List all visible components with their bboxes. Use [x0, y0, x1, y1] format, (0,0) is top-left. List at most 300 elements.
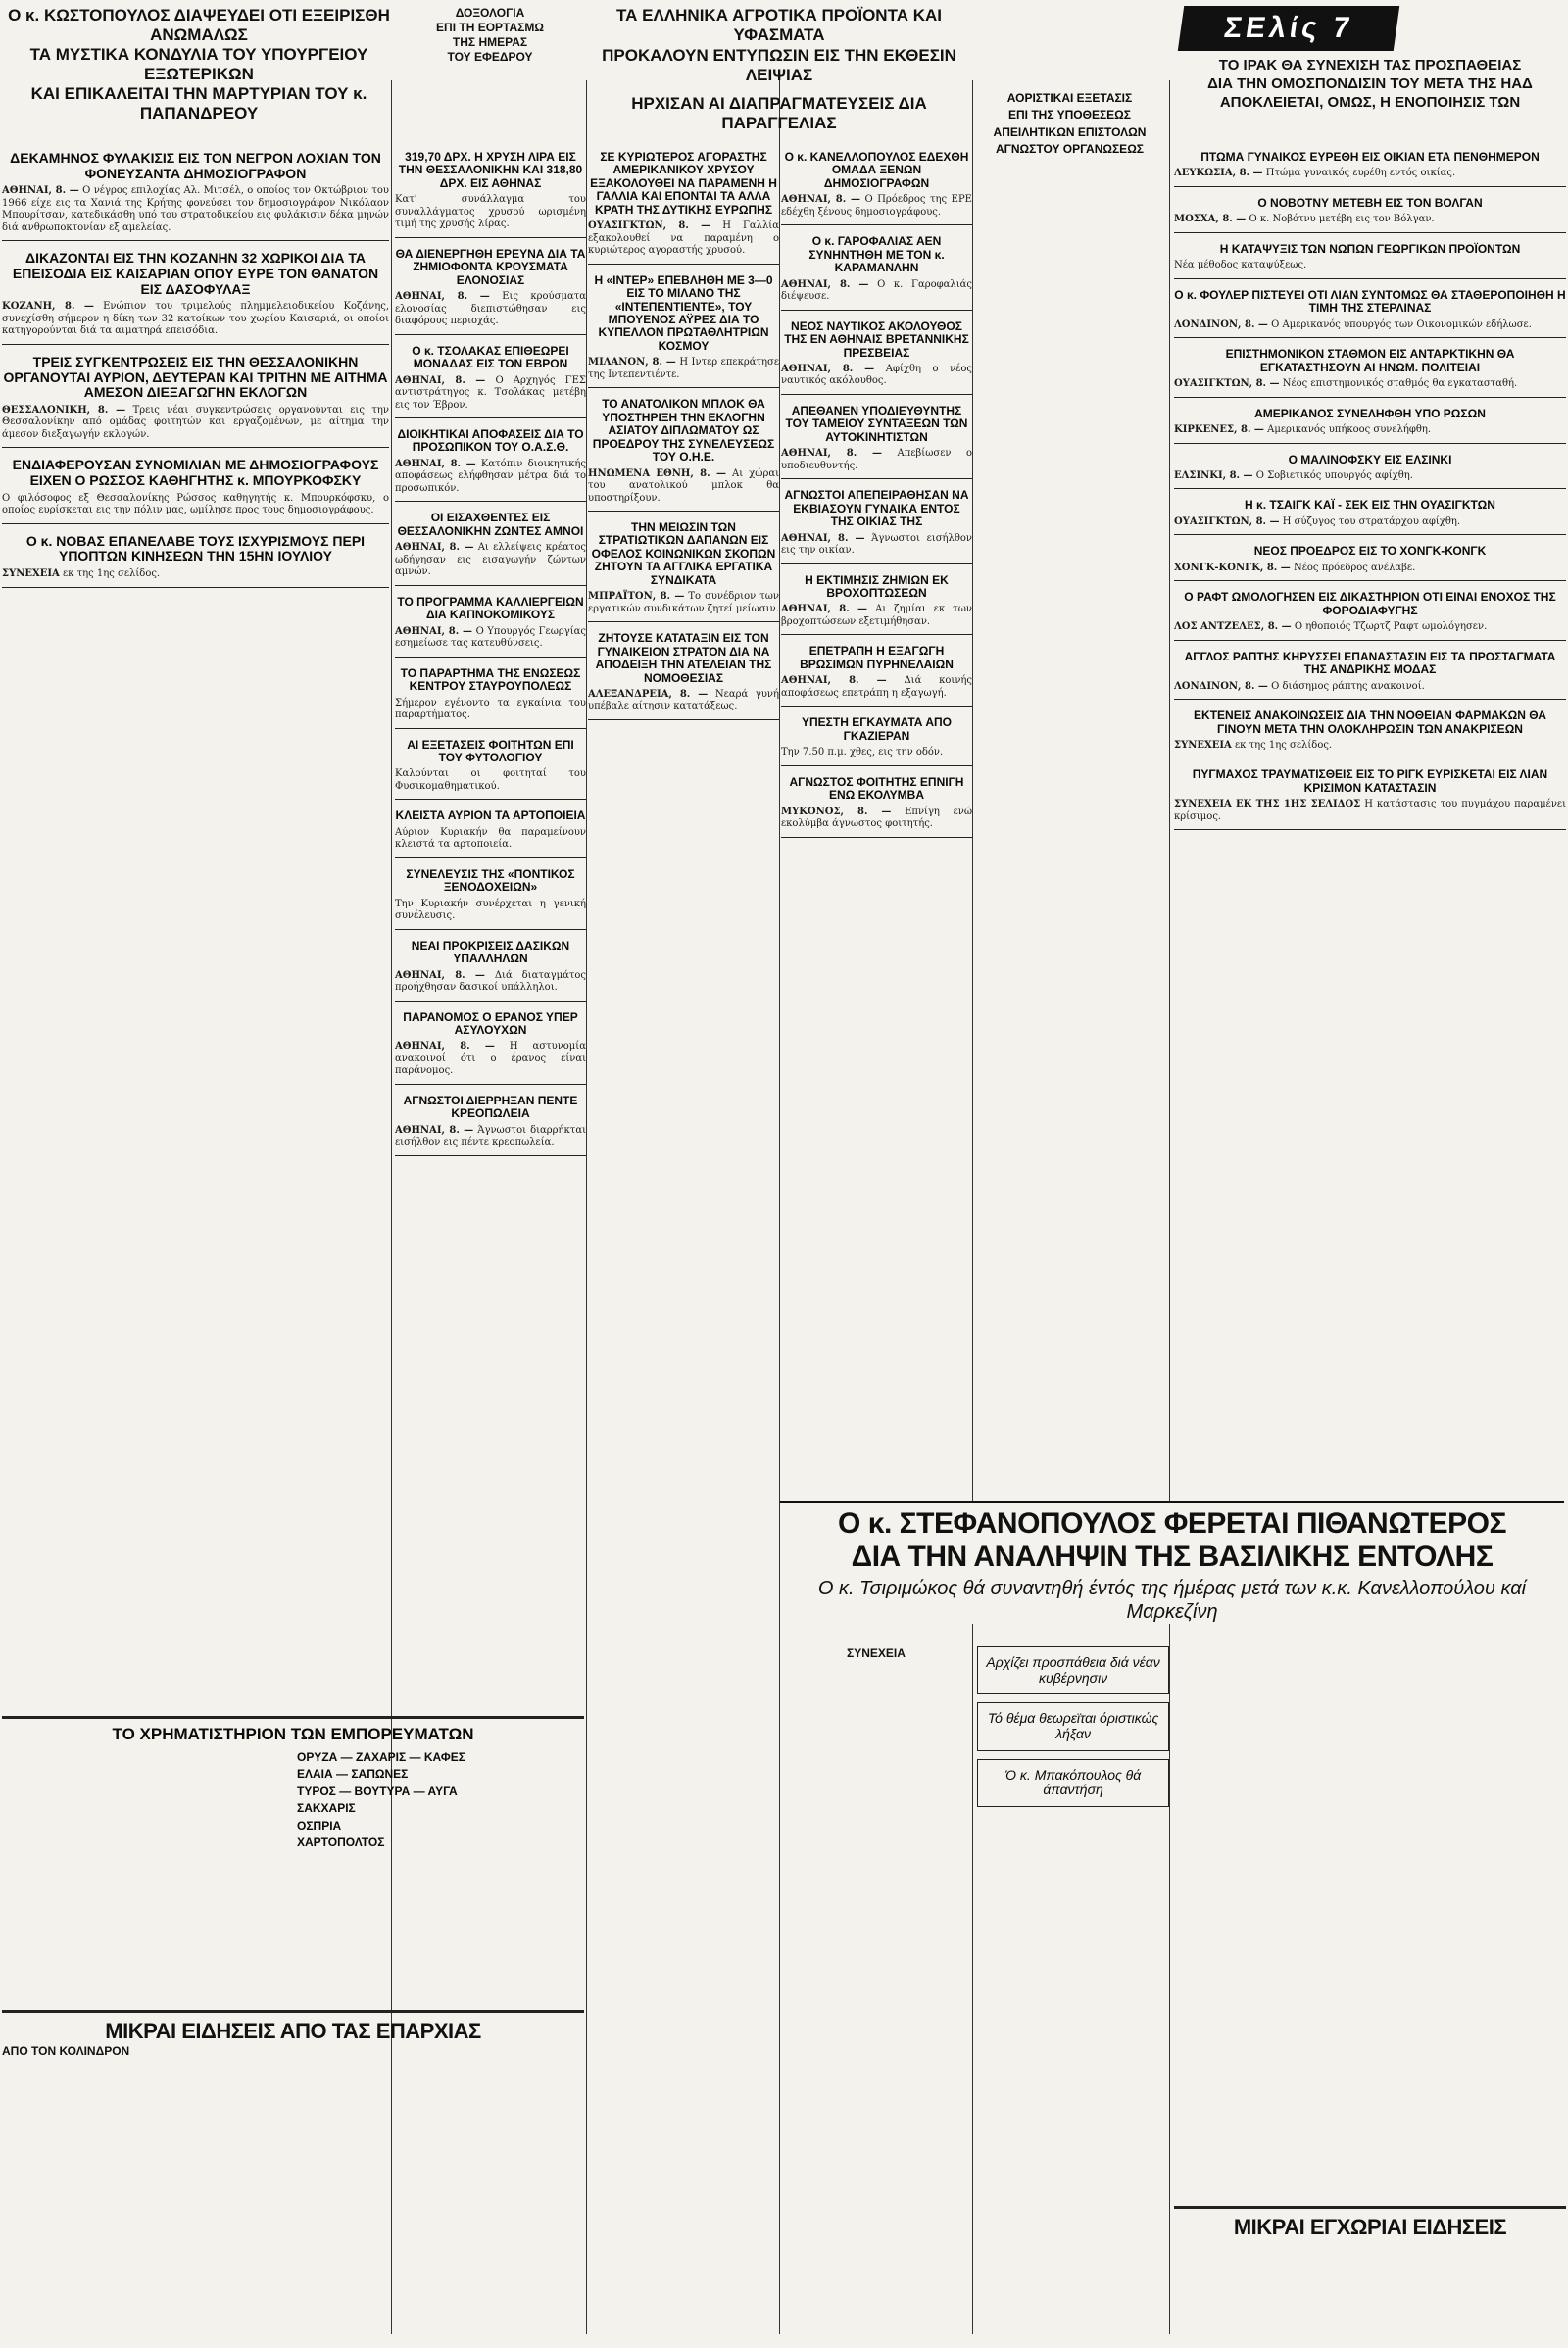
article-headline: ΝΕΟΣ ΝΑΥΤΙΚΟΣ ΑΚΟΛΟΥΘΟΣ ΤΗΣ ΕΝ ΑΘΗΝΑΙΣ ΒΡΕΤΑΝΝΙΚΗΣ ΠΡΕΣΒΕΙΑΣ [784, 318, 969, 360]
article-body [588, 689, 779, 713]
article-text: Καλούνται οι φοιτηταί του Φυσικομαθηματικού. [395, 768, 586, 792]
article-dateline: ΛΟΝΔΙΝΟΝ, 8. — [1174, 680, 1268, 692]
article-text: Ο κ. Νοβότνυ μετέβη εις τον Βόλγαν. [1249, 214, 1435, 225]
article [588, 274, 779, 389]
article-body [1174, 740, 1566, 753]
divider [781, 634, 972, 635]
divider [395, 657, 586, 658]
column-5 [974, 88, 1165, 1499]
article-text: Διά κοινής αποφάσεως επετράπη η εξαγωγή. [781, 675, 972, 699]
article-dateline: ΑΘΗΝΑΙ, 8. — [781, 675, 887, 687]
article-headline: Η κ. ΤΣΑΙΓΚ ΚΑΪ - ΣΕΚ ΕΙΣ ΤΗΝ ΟΥΑΣΙΓΚΤΩΝ [1245, 498, 1495, 513]
article [2, 251, 389, 345]
local-headline: ΜΙΚΡΑΙ ΕΓΧΩΡΙΑΙ ΕΙΔΗΣΕΙΣ [1233, 2215, 1507, 2239]
divider [395, 728, 586, 729]
exchange-item: ΧΑΡΤΟΠΟΛΤΟΣ [297, 1835, 385, 1850]
continuation-label: ΣΥΝΕΧΕΙΑ [847, 1646, 906, 1660]
exchange-item: ΤΥΡΟΣ — ΒΟΥΤΥΡΑ — ΑΥΓΑ [297, 1784, 458, 1798]
headline-line: ΕΠΙ ΤΗΣ ΥΠΟΘΕΣΕΩΣ [1007, 108, 1132, 122]
side-box [977, 1646, 1169, 1694]
divider [395, 585, 586, 586]
article [2, 534, 389, 588]
article-headline: ΑΓΝΩΣΤΟΙ ΑΠΕΠΕΙΡΑΘΗΣΑΝ ΝΑ ΕΚΒΙΑΣΟΥΝ ΓΥΝΑΙΚΑ ΕΝΤΟΣ ΤΗΣ ΟΙΚΙΑΣ ΤΗΣ [784, 488, 969, 529]
article-headline: Ο κ. ΤΣΟΛΑΚΑΣ ΕΠΙΘΕΩΡΕΙ ΜΟΝΑΔΑΣ ΕΙΣ ΤΟΝ ΕΒΡΟΝ [412, 343, 569, 371]
headline-line: ΤΑ ΜΥΣΤΙΚΑ ΚΟΝΔΥΛΙΑ ΤΟΥ ΥΠΟΥΡΓΕΙΟΥ ΕΞΩΤΕΡΙΚΩΝ [29, 45, 368, 84]
article-headline: Η «ΙΝΤΕΡ» ΕΠΕΒΛΗΘΗ ΜΕ 3—0 ΕΙΣ ΤΟ ΜΙΛΑΝΟ ΤΗΣ «ΙΝΤΕΠΕΝΤΙΕΝΤΕ», ΤΟΥ ΜΠΟΥΕΝΟΣ ΑΫΡΕΣ ΔΙΑ ΤΟ ΚΥΠΕΛΛΟΝ ΠΡΩΤΑΘΛΗΤΡΙΩΝ ΚΟΣΜΟΥ [594, 272, 773, 353]
article-body [781, 533, 972, 558]
headline-line: ΤΗΣ ΗΜΕΡΑΣ [452, 35, 528, 49]
article-dateline: ΑΘΗΝΑΙ, 8. — [395, 458, 476, 469]
article-text: Αύριον Κυριακήν θα παραμείνουν κλειστά τα αρτοποιεία. [395, 826, 586, 851]
article-body [1174, 319, 1566, 332]
provincial-headline: ΜΙΚΡΑΙ ΕΙΔΗΣΕΙΣ ΑΠΟ ΤΑΣ ΕΠΑΡΧΙΑΣ [105, 2019, 481, 2043]
divider [1174, 232, 1566, 233]
article-text: Η Γαλλία εξακολουθεί να παραμένη ο κυριώτερος αγοραστής χρυσού. [588, 220, 779, 257]
article-dateline: ΜΥΚΟΝΟΣ, 8. — [781, 806, 892, 817]
article-dateline: ΑΘΗΝΑΙ, 8. — [395, 374, 486, 386]
article-text: Ο Αμερικανός υπουργός των Οικονομικών εδήλωσε. [1271, 318, 1532, 330]
article-dateline: ΟΥΑΣΙΓΚΤΩΝ, 8. — [588, 220, 711, 232]
article-text: Επνίγη ενώ εκολύμβα άγνωστος φοιτητής. [781, 806, 972, 830]
article-body [1174, 214, 1566, 226]
headline-line: Ο κ. ΚΩΣΤΟΠΟΥΛΟΣ ΔΙΑΨΕΥΔΕΙ ΟΤΙ ΕΞΕΙΡΙΣΘΗ ΑΝΩΜΑΛΩΣ [8, 6, 390, 45]
article [781, 320, 972, 395]
article-body [1174, 563, 1566, 575]
article-dateline: ΑΘΗΝΑΙ, 8. — [395, 625, 473, 637]
article-text: Κατόπιν διοικητικής αποφάσεως ελήφθησαν μέτρα διά το προσωπικόν. [395, 458, 586, 494]
article-headline: ΑΓΝΩΣΤΟΣ ΦΟΙΤΗΤΗΣ ΕΠΝΙΓΗ ΕΝΩ ΕΚΟΛΥΜΒΑ [789, 774, 964, 803]
divider [2, 523, 389, 524]
article [395, 868, 586, 930]
divider [1174, 397, 1566, 398]
article [395, 739, 586, 801]
provincial-news [2, 2004, 584, 2062]
article [588, 521, 779, 622]
article-body [1174, 260, 1566, 272]
article-headline: ΑΙ ΕΞΕΤΑΣΕΙΣ ΦΟΙΤΗΤΩΝ ΕΠΙ ΤΟΥ ΦΥΤΟΛΟΓΙΟΥ [407, 737, 574, 764]
article-text: Η αστυνομία ανακοινοί ότι ο έρανος είναι παράνομος. [395, 1041, 586, 1077]
divider [781, 706, 972, 707]
article-text: Το συνέδριον των εργατικών συνδικάτων ζητεί μείωσιν. [588, 591, 779, 614]
article-text: Νέος πρόεδρος ανέλαβε. [1293, 562, 1416, 573]
headline-line: ΤΑ ΕΛΛΗΝΙΚΑ ΑΓΡΟΤΙΚΑ ΠΡΟΪΟΝΤΑ ΚΑΙ ΥΦΑΣΜΑΤΑ [616, 6, 942, 45]
divider [588, 387, 779, 388]
article [1174, 651, 1566, 700]
article [1174, 545, 1566, 581]
article [1174, 151, 1566, 187]
divider [1174, 186, 1566, 187]
lead-headline: Ο κ. ΣΤΕΦΑΝΟΠΟΥΛΟΣ ΦΕΡΕΤΑΙ ΠΙΘΑΝΩΤΕΡΟΣ [838, 1507, 1506, 1540]
article-body [781, 747, 972, 759]
article [1174, 591, 1566, 640]
article-body [781, 448, 972, 472]
article-body [395, 970, 586, 995]
article-dateline: ΑΘΗΝΑΙ, 8. — [781, 363, 875, 374]
divider [781, 310, 972, 311]
article [395, 248, 586, 335]
article-dateline: ΑΛΕΞΑΝΔΡΕΙΑ, 8. — [588, 688, 709, 700]
article-body [395, 459, 586, 496]
article-body [781, 279, 972, 304]
divider [781, 224, 972, 225]
headline-line: ΕΠΙ ΤΗ ΕΟΡΤΑΣΜΩ [436, 21, 544, 34]
article-dateline: ΜΟΣΧΑ, 8. — [1174, 214, 1247, 225]
divider [2, 2010, 584, 2013]
divider [395, 334, 586, 335]
article-body [395, 899, 586, 923]
article [2, 355, 389, 449]
article-dateline: ΣΥΝΕΧΕΙΑ [1174, 739, 1232, 751]
article-text: Σήμερον εγένοντο τα εγκαίνια του παραρτήματος. [395, 697, 586, 720]
article-text: εκ της 1ης σελίδος. [1234, 739, 1333, 751]
article-body [588, 220, 779, 258]
article-headline: 319,70 ΔΡΧ. Η ΧΡΥΣΗ ΛΙΡΑ ΕΙΣ ΤΗΝ ΘΕΣΣΑΛΟΝΙΚΗΝ ΚΑΙ 318,80 ΔΡΧ. ΕΙΣ ΑΘΗΝΑΣ [398, 150, 583, 190]
article-dateline: ΕΛΣΙΝΚΙ, 8. — [1174, 469, 1253, 481]
article-headline: ΤΟ ΑΝΑΤΟΛΙΚΟΝ ΜΠΛΟΚ ΘΑ ΥΠΟΣΤΗΡΙΞΗ ΤΗΝ ΕΚΛΟΓΗΝ ΑΣΙΑΤΟΥ ΔΙΠΛΩΜΑΤΟΥ ΩΣ ΠΡΟΕΔΡΟΥ ΤΗΣ ΣΥΝΕΛΕΥΣΕΩΣ ΤΟΥ Ο.Η.Ε. [592, 397, 775, 465]
article-dateline: ΛΕΥΚΩΣΙΑ, 8. — [1174, 168, 1263, 179]
article-text: Ο ηθοποιός Τζωρτζ Ραφτ ωμολόγησεν. [1294, 621, 1488, 633]
headline-line: ΑΟΡΙΣΤΙΚΑΙ ΕΞΕΤΑΣΙΣ [1006, 91, 1133, 105]
article-text: Ο φιλόσοφος εξ Θεσσαλονίκης Ρώσσος καθηγητής κ. Μπουρκόφσκυ, ο οποίος ευρίσκεται εις την πόλιν μας, ωμίλησε προς τους δημοσιογράφους. [2, 492, 389, 516]
lead-story-banner [780, 1501, 1564, 1624]
divider [395, 1155, 586, 1156]
lead-subhead: Ο κ. Τσιριμώκος θά συναντηθή έντός της ήμέρας μετά των κ.κ. Κανελλοπούλου καί Μαρκεζίνη [817, 1578, 1527, 1624]
article-headline: ΣΥΝΕΛΕΥΣΙΣ ΤΗΣ «ΠΟΝΤΙΚΟΣ ΞΕΝΟΔΟΧΕΙΩΝ» [406, 866, 575, 895]
top-headline-col1 [8, 6, 390, 123]
side-box [977, 1759, 1169, 1807]
headline-line: ΑΠΟΚΛΕΙΕΤΑΙ, ΟΜΩΣ, Η ΕΝΟΠΟΙΗΣΙΣ ΤΩΝ [1219, 93, 1521, 111]
divider [2, 344, 389, 345]
side-headline: Ό κ. Μπακόπουλος θά άπαντήση [1004, 1766, 1142, 1798]
article-headline: ΤΟ ΠΑΡΑΡΤΗΜΑ ΤΗΣ ΕΝΩΣΕΩΣ ΚΕΝΤΡΟΥ ΣΤΑΥΡΟΥΠΟΛΕΩΣ [400, 665, 581, 694]
article-dateline: ΣΥΝΕΧΕΙΑ ΕΚ ΤΗΣ 1ΗΣ ΣΕΛΙΔΟΣ [1174, 799, 1361, 810]
article [588, 151, 779, 265]
article-body [1174, 799, 1566, 823]
article-body [395, 542, 586, 579]
article-headline: ΕΠΕΤΡΑΠΗ Η ΕΞΑΓΩΓΗ ΒΡΩΣΙΜΩΝ ΠΥΡΗΝΕΛΑΙΩΝ [800, 644, 954, 671]
article-headline: ΔΙΚΑΖΟΝΤΑΙ ΕΙΣ ΤΗΝ ΚΟΖΑΝΗΝ 32 ΧΩΡΙΚΟΙ ΔΙΑ ΤΑ ΕΠΕΙΣΟΔΙΑ ΕΙΣ ΚΑΙΣΑΡΙΑΝ ΟΠΟΥ ΕΥΡΕ ΤΟΝ ΘΑΝΑΤΟΝ ΕΙΣ ΔΑΣΟΦΥΛΑΞ [12, 250, 379, 297]
article-headline: ΤΟ ΠΡΟΓΡΑΜΜΑ ΚΑΛΛΙΕΡΓΕΙΩΝ ΔΙΑ ΚΑΠΝΟΚΟΜΙΚΟΥΣ [397, 594, 584, 622]
article-body [1174, 470, 1566, 483]
article-dateline: ΑΘΗΝΑΙ, 8. — [395, 969, 485, 981]
article-body [395, 768, 586, 793]
article-body [395, 291, 586, 328]
article-dateline: ΑΘΗΝΑΙ, 8. — [781, 532, 865, 544]
article [395, 809, 586, 857]
divider [395, 1084, 586, 1085]
article-text: εκ της 1ης σελίδος. [62, 568, 161, 580]
article-text: Την Κυριακήν συνέρχεται η γενική συνέλευσις. [395, 898, 586, 922]
article-headline: ΕΠΙΣΤΗΜΟΝΙΚΟΝ ΣΤΑΘΜΟΝ ΕΙΣ ΑΝΤΑΡΚΤΙΚΗΝ ΘΑ ΕΓΚΑΤΑΣΤΗΣΟΥΝ ΑΙ ΗΝΩΜ. ΠΟΛΙΤΕΙΑΙ [1225, 347, 1515, 374]
article [1174, 243, 1566, 279]
headline-line: ΤΟΥ ΕΦΕΔΡΟΥ [447, 50, 533, 64]
article-headline: ΖΗΤΟΥΣΕ ΚΑΤΑΤΑΞΙΝ ΕΙΣ ΤΟΝ ΓΥΝΑΙΚΕΙΟΝ ΣΤΡΑΤΟΝ ΔΙΑ ΝΑ ΑΠΟΔΕΙΞΗ ΤΗΝ ΑΤΕΛΕΙΑΝ ΤΗΣ ΝΟΜΟΘΕΣΙΑΣ [595, 631, 772, 685]
divider [781, 765, 972, 766]
column-rule [972, 80, 973, 2334]
column-3 [588, 147, 779, 1499]
article [588, 632, 779, 720]
column-rule [391, 80, 392, 2334]
article-body [781, 807, 972, 831]
side-headline: Τό θέμα θεωρεϊται όριστικώς λήξαν [987, 1710, 1159, 1742]
headline-line: ΚΑΙ ΕΠΙΚΑΛΕΙΤΑΙ ΤΗΝ ΜΑΡΤΥΡΙΑΝ ΤΟΥ κ. ΠΑΠΑΝΔΡΕΟΥ [30, 84, 368, 123]
article-text: Νεαρά γυνή υπέβαλε αίτησιν κατατάξεως. [588, 688, 779, 712]
article [395, 345, 586, 418]
column-rule [1169, 80, 1170, 2334]
article [1174, 197, 1566, 233]
article-dateline: ΑΘΗΝΑΙ, 8. — [781, 278, 869, 290]
article-dateline: ΣΥΝΕΧΕΙΑ [2, 568, 60, 580]
article-body [395, 626, 586, 651]
divider [2, 240, 389, 241]
divider [395, 501, 586, 502]
article-body [395, 194, 586, 231]
article-dateline: ΑΘΗΝΑΙ, 8. — [395, 1124, 474, 1136]
article-dateline: ΗΝΩΜΕΝΑ ΕΘΝΗ, 8. — [588, 467, 726, 479]
top-headline-col6 [1176, 57, 1564, 112]
headline-line: ΤΟ ΙΡΑΚ ΘΑ ΣΥΝΕΧΙΣΗ ΤΑΣ ΠΡΟΣΠΑΘΕΙΑΣ [1218, 57, 1522, 73]
article-body [395, 698, 586, 722]
article-body [1174, 516, 1566, 529]
article-text: Ο Αρχηγός ΓΕΣ αντιστράτηγος κ. Τσολάκας μετέβη εις τον Έβρον. [395, 374, 586, 411]
article-text: Διά διαταγμάτος προήχθησαν δασικοί υπάλληλοι. [395, 969, 586, 994]
divider [781, 394, 972, 395]
article-text: Ο νέγρος επιλοχίας Αλ. Μιτσέλ, ο οποίος τον Οκτώβριον του 1966 είχε εις τα Χανιά της Κρήτης φονεύσει τον δημοσιογράφον Νικόλαον Μπουρίτσαν, κατεδικάσθη υπό του στρατοδικείου εις φυλάκισιν δέκα μηνών διά ανθρωποκτονίαν εξ αμελείας. [2, 185, 389, 233]
headline-line: ΑΠΕΙΛΗΤΙΚΩΝ ΕΠΙΣΤΟΛΩΝ [993, 124, 1147, 139]
article [395, 428, 586, 502]
divider [395, 929, 586, 930]
article-text: Ο Σοβιετικός υπουργός αφίχθη. [1255, 469, 1413, 481]
article-headline: ΠΤΩΜΑ ΓΥΝΑΙΚΟΣ ΕΥΡΕΘΗ ΕΙΣ ΟΙΚΙΑΝ ΕΤΑ ΠΕΝΘΗΜΕΡΟΝ [1200, 150, 1540, 164]
article-headline: ΕΝΔΙΑΦΕΡΟΥΣΑΝ ΣΥΝΟΜΙΛΙΑΝ ΜΕ ΔΗΜΟΣΙΟΓΡΑΦΟΥΣ ΕΙΧΕΝ Ο ΡΩΣΣΟΣ ΚΑΘΗΓΗΤΗΣ κ. ΜΠΟΥΡΚΟΦΣΚΥ [12, 457, 379, 489]
lead-story-body [780, 1646, 1172, 1815]
exchange-headline: ΤΟ ΧΡΗΜΑΤΙΣΤΗΡΙΟΝ ΤΩΝ ΕΜΠΟΡΕΥΜΑΤΩΝ [112, 1725, 474, 1743]
article-body [2, 493, 389, 517]
article-dateline: ΛΟΝΔΙΝΟΝ, 8. — [1174, 318, 1268, 330]
article-headline: Η ΚΑΤΑΨΥΞΙΣ ΤΩΝ ΝΩΠΩΝ ΓΕΩΡΓΙΚΩΝ ΠΡΟΪΟΝΤΩΝ [1219, 241, 1521, 256]
article-headline: Ο ΡΑΦΤ ΩΜΟΛΟΓΗΣΕΝ ΕΙΣ ΔΙΚΑΣΤΗΡΙΟΝ ΟΤΙ ΕΙΝΑΙ ΕΝΟΧΟΣ ΤΗΣ ΦΟΡΟΔΙΑΦΥΓΗΣ [1184, 590, 1556, 617]
lead-headline: ΔΙΑ ΤΗΝ ΑΝΑΛΗΨΙΝ ΤΗΣ ΒΑΣΙΛΙΚΗΣ ΕΝΤΟΛΗΣ [851, 1540, 1494, 1573]
article-text: Απεβίωσεν ο υποδιευθυντής. [781, 448, 972, 471]
lead-column [977, 1646, 1169, 1815]
article [395, 667, 586, 729]
article-body [781, 604, 972, 628]
article-dateline: ΘΕΣΣΑΛΟΝΙΚΗ, 8. — [2, 404, 126, 416]
article-headline: ΘΑ ΔΙΕΝΕΡΓΗΘΗ ΕΡΕΥΝΑ ΔΙΑ ΤΑ ΖΗΜΙΟΦΟΝΤΑ ΚΡΟΥΣΜΑΤΑ ΕΛΟΝΟΣΙΑΣ [395, 246, 586, 287]
article-text: Νέα μέθοδος καταψύξεως. [1174, 260, 1307, 271]
article-headline: Η ΕΚΤΙΜΗΣΙΣ ΖΗΜΙΩΝ ΕΚ ΒΡΟΧΟΠΤΩΣΕΩΝ [805, 572, 949, 600]
headline-line: ΔΙΑ ΤΗΝ ΟΜΟΣΠΟΝΔΙΣΙΝ ΤΟΥ ΜΕΤΑ ΤΗΣ ΗΑΔ [1207, 74, 1533, 92]
exchange-list [297, 1747, 584, 1854]
headline-line: ΔΟΞΟΛΟΓΙΑ [455, 6, 525, 20]
article-headline: ΕΚΤΕΝΕΙΣ ΑΝΑΚΟΙΝΩΣΕΙΣ ΔΙΑ ΤΗΝ ΝΟΘΕΙΑΝ ΦΑΡΜΑΚΩΝ ΘΑ ΓΙΝΟΥΝ ΜΕΤΑ ΤΗΝ ΟΛΟΚΛΗΡΩΣΙΝ ΤΩΝ ΑΝΑΚΡΙΣΕΩΝ [1194, 709, 1546, 736]
exchange-item: ΟΣΠΡΙΑ [297, 1818, 342, 1833]
divider [395, 237, 586, 238]
article [1174, 499, 1566, 535]
article-body [395, 375, 586, 413]
exchange-item: ΣΑΚΧΑΡΙΣ [297, 1801, 356, 1816]
article [781, 489, 972, 563]
article-text: Άγνωστοι εισήλθον εις την οικίαν. [781, 532, 972, 557]
article-dateline: ΜΠΡΑΪΤΟΝ, 8. — [588, 591, 685, 603]
article-dateline: ΑΘΗΝΑΙ, 8. — [781, 604, 868, 615]
divider [2, 447, 389, 448]
divider [588, 511, 779, 512]
article [395, 1011, 586, 1085]
article [1174, 408, 1566, 444]
divider [588, 264, 779, 265]
article-dateline: ΑΘΗΝΑΙ, 8. — [2, 185, 79, 197]
article-dateline: ΟΥΑΣΙΓΚΤΩΝ, 8. — [1174, 515, 1280, 527]
top-headline-mid [588, 6, 970, 133]
divider [1174, 488, 1566, 489]
article [781, 405, 972, 479]
article [395, 151, 586, 238]
divider [781, 837, 972, 838]
article-text: Εις κρούσματα ελονοσίας διεπιστώθησαν εις διαφόρους περιοχάς. [395, 291, 586, 327]
article-headline: ΑΠΕΘΑΝΕΝ ΥΠΟΔΙΕΥΘΥΝΤΗΣ ΤΟΥ ΤΑΜΕΙΟΥ ΣΥΝΤΑΞΕΩΝ ΤΩΝ ΑΥΤΟΚΙΝΗΤΙΣΤΩΝ [785, 403, 968, 444]
article [1174, 709, 1566, 758]
article-dateline: ΛΟΣ ΑΝΤΖΕΛΕΣ, 8. — [1174, 621, 1292, 633]
article [2, 151, 389, 241]
divider [588, 719, 779, 720]
article-body [395, 827, 586, 852]
divider [1174, 337, 1566, 338]
article-body [781, 364, 972, 388]
article-text: Κατ' συνάλλαγμα του συναλλάγματος χρυσού ωρισμένη τιμή της χρυσής λίρας. [395, 194, 586, 230]
article-headline: ΠΥΓΜΑΧΟΣ ΤΡΑΥΜΑΤΙΣΘΕΙΣ ΕΙΣ ΤΟ ΡΙΓΚ ΕΥΡΙΣΚΕΤΑΙ ΕΙΣ ΛΙΑΝ ΚΡΙΣΙΜΟΝ ΚΑΤΑΣΤΑΣΙΝ [1192, 767, 1548, 795]
article [1174, 289, 1566, 338]
article-dateline: ΚΙΡΚΕΝΕΣ, 8. — [1174, 424, 1264, 435]
column-rule [779, 80, 780, 2334]
top-headline-col2 [397, 6, 583, 65]
filler-text [2, 1747, 289, 1854]
divider [588, 621, 779, 622]
article-text: Ο διάσημος ράπτης ανακοινοί. [1271, 680, 1425, 692]
article-headline: ΝΕΟΣ ΠΡΟΕΔΡΟΣ ΕΙΣ ΤΟ ΧΟΝΓΚ-ΚΟΝΓΚ [1253, 544, 1487, 559]
article-body [1174, 378, 1566, 391]
article-dateline: ΧΟΝΓΚ-ΚΟΝΓΚ, 8. — [1174, 562, 1291, 573]
article-text: Αι ελλείψεις κρέατος ωδήγησαν εις εισαγωγήν ζώντων αμνών. [395, 542, 586, 578]
article [974, 92, 1165, 157]
article [781, 235, 972, 310]
article-headline: Ο κ. ΦΟΥΛΕΡ ΠΙΣΤΕΥΕΙ ΟΤΙ ΛΙΑΝ ΣΥΝΤΟΜΩΣ ΘΑ ΣΤΑΘΕΡΟΠΟΙΗΘΗ Η ΤΙΜΗ ΤΗΣ ΣΤΕΡΛΙΝΑΣ [1174, 287, 1566, 316]
divider [1174, 443, 1566, 444]
divider [1174, 278, 1566, 279]
side-box [977, 1702, 1169, 1750]
article-body [2, 405, 389, 442]
article-headline: ΔΕΚΑΜΗΝΟΣ ΦΥΛΑΚΙΣΙΣ ΕΙΣ ΤΟΝ ΝΕΓΡΟΝ ΛΟΧΙΑΝ ΤΟΝ ΦΟΝΕΥΣΑΝΤΑ ΔΗΜΟΣΙΟΓΡΑΦΟΝ [10, 150, 381, 181]
article [781, 645, 972, 707]
article-text: Ο κ. Γαροφαλιάς διέψευσε. [781, 278, 972, 303]
divider [1174, 2206, 1566, 2209]
article-dateline: ΚΟΖΑΝΗ, 8. — [2, 301, 94, 313]
article-text: Άγνωστοι διαρρήκται εισήλθον εις πέντε κρεοπωλεία. [395, 1124, 586, 1149]
divider [2, 1716, 584, 1719]
article-body [1174, 681, 1566, 694]
article [781, 151, 972, 225]
provincial-subhead: ΑΠΟ ΤΟΝ ΚΟΛΙΝΔΡΟΝ [2, 2044, 130, 2058]
article [588, 398, 779, 512]
article-text: Η κατάστασις του πυγμάχου παραμένει κρίσιμος. [1174, 799, 1566, 822]
article-body [1174, 168, 1566, 180]
article-body [2, 568, 389, 581]
article-text: Αφίχθη ο νέος ναυτικός ακόλουθος. [781, 363, 972, 387]
article-headline: ΠΑΡΑΝΟΜΟΣ Ο ΕΡΑΝΟΣ ΥΠΕΡ ΑΣΥΛΟΥΧΩΝ [403, 1009, 578, 1037]
article [781, 776, 972, 838]
article-dateline: ΑΘΗΝΑΙ, 8. — [395, 1041, 495, 1052]
exchange-columns [2, 1747, 584, 1854]
article-headline: ΤΗΝ ΜΕΙΩΣΙΝ ΤΩΝ ΣΤΡΑΤΙΩΤΙΚΩΝ ΔΑΠΑΝΩΝ ΕΙΣ ΟΦΕΛΟΣ ΚΟΙΝΩΝΙΚΩΝ ΣΚΟΠΩΝ ΖΗΤΟΥΝ ΤΑ ΑΓΓΛΙΚΑ ΕΡΓΑΤΙΚΑ ΣΥΝΔΙΚΑΤΑ [591, 520, 776, 587]
article-headline: ΤΡΕΙΣ ΣΥΓΚΕΝΤΡΩΣΕΙΣ ΕΙΣ ΤΗΝ ΘΕΣΣΑΛΟΝΙΚΗΝ ΟΡΓΑΝΟΥΤΑΙ ΑΥΡΙΟΝ, ΔΕΥΤΕΡΑΝ ΚΑΙ ΤΡΙΤΗΝ ΜΕ ΑΙΤΗΜΑ ΑΜΕΣΟΝ ΔΙΕΞΑΓΩΓΗΝ ΕΚΛΟΓΩΝ [3, 353, 388, 401]
article-headline: Ο κ. ΚΑΝΕΛΛΟΠΟΥΛΟΣ ΕΔΕΧΘΗ ΟΜΑΔΑ ΞΕΝΩΝ ΔΗΜΟΣΙΟΓΡΑΦΩΝ [784, 150, 969, 190]
article [1174, 454, 1566, 490]
article-dateline: ΑΘΗΝΑΙ, 8. — [395, 291, 490, 303]
article-text: Ο Πρόεδρος της ΕΡΕ εδέχθη ξένους δημοσιογράφους. [781, 194, 972, 218]
article [781, 574, 972, 636]
divider [1174, 534, 1566, 535]
article-dateline: ΑΘΗΝΑΙ, 8. — [395, 542, 474, 554]
divider [2, 587, 389, 588]
article-body [588, 591, 779, 615]
article-text: Η σύζυγος του στρατάρχου αφίχθη. [1282, 515, 1461, 527]
article-body [395, 1125, 586, 1150]
article-headline: ΝΕΑΙ ΠΡΟΚΡΙΣΕΙΣ ΔΑΣΙΚΩΝ ΥΠΑΛΛΗΛΩΝ [411, 938, 570, 966]
article-headline: ΚΛΕΙΣΤΑ ΑΥΡΙΟΝ ΤΑ ΑΡΤΟΠΟΙΕΙΑ [395, 808, 586, 823]
exchange-item: ΟΡΥΖΑ — ΖΑΧΑΡΙΣ — ΚΑΦΕΣ [297, 1750, 466, 1765]
column-4 [781, 147, 972, 1499]
headline-line: ΑΓΝΩΣΤΟΥ ΟΡΓΑΝΩΣΕΩΣ [995, 142, 1145, 157]
side-headline: Αρχίζει προσπάθεια διά νέαν κυβέρνησιν [986, 1654, 1160, 1686]
divider [781, 478, 972, 479]
article-headline: Ο ΜΑΛΙΝΟΦΣΚΥ ΕΙΣ ΕΛΣΙΝΚΙ [1288, 452, 1452, 466]
article-headline: ΥΠΕΣΤΗ ΕΓΚΑΥΜΑΤΑ ΑΠΟ ΓΚΑΖΙΕΡΑΝ [802, 715, 952, 743]
article-dateline: ΑΘΗΝΑΙ, 8. — [781, 194, 861, 206]
divider [395, 417, 586, 418]
article-text: Αι χώραι του ανατολικού μπλοκ θα υποστηρίξουν. [588, 467, 779, 504]
article-text: Τρεις νέαι συγκεντρώσεις οργανούνται εις την Θεσσαλονίκην από ομάδας φοιτητών και εργαζομένων, με αίτημα την άμεσον διεξαγωγήν εκλογών. [2, 404, 389, 440]
article-text: Αι ζημίαι εκ των βροχοπτώσεων εξετιμήθησαν. [781, 604, 972, 627]
divider [1174, 829, 1566, 830]
article-body [2, 301, 389, 338]
divider [1174, 640, 1566, 641]
article-text: Η Ιντερ επεκράτησε της Ιντεπεντιέντε. [588, 357, 779, 380]
article-headline: ΑΓΝΩΣΤΟΙ ΔΙΕΡΡΗΞΑΝ ΠΕΝΤΕ ΚΡΕΟΠΩΛΕΙΑ [403, 1093, 578, 1121]
article-dateline: ΑΘΗΝΑΙ, 8. — [781, 448, 883, 460]
headline-line: ΗΡΧΙΣΑΝ ΑΙ ΔΙΑΠΡΑΓΜΑΤΕΥΣΕΙΣ ΔΙΑ ΠΑΡΑΓΓΕΛΙΑΣ [631, 93, 927, 132]
article [2, 458, 389, 523]
article [1174, 348, 1566, 397]
article-dateline: ΜΙΛΑΝΟΝ, 8. — [588, 357, 676, 368]
page-logo: ΣΕλίς 7 [1178, 6, 1399, 51]
article-body [1174, 424, 1566, 437]
article-text: Ο Υπουργός Γεωργίας εσημείωσε τας κατευθύνσεις. [395, 625, 586, 650]
divider [395, 1001, 586, 1002]
article-body [395, 1041, 586, 1078]
article-text: Την 7.50 π.μ. χθες, εις την οδόν. [781, 747, 944, 758]
exchange-item: ΕΛΑΙΑ — ΣΑΠΩΝΕΣ [297, 1767, 409, 1782]
article-headline: ΔΙΟΙΚΗΤΙΚΑΙ ΑΠΟΦΑΣΕΙΣ ΔΙΑ ΤΟ ΠΡΟΣΩΠΙΚΟΝ ΤΟΥ Ο.Α.Σ.Θ. [397, 427, 584, 455]
divider [395, 857, 586, 858]
divider [1174, 580, 1566, 581]
article-text: Νέος επιστημονικός σταθμός θα εγκατασταθή. [1282, 378, 1518, 390]
article [395, 512, 586, 585]
article-text: Πτώμα γυναικός ευρέθη εντός οικίας. [1265, 168, 1456, 179]
article [395, 1095, 586, 1156]
article [395, 596, 586, 658]
article-body [781, 675, 972, 700]
article [781, 716, 972, 765]
